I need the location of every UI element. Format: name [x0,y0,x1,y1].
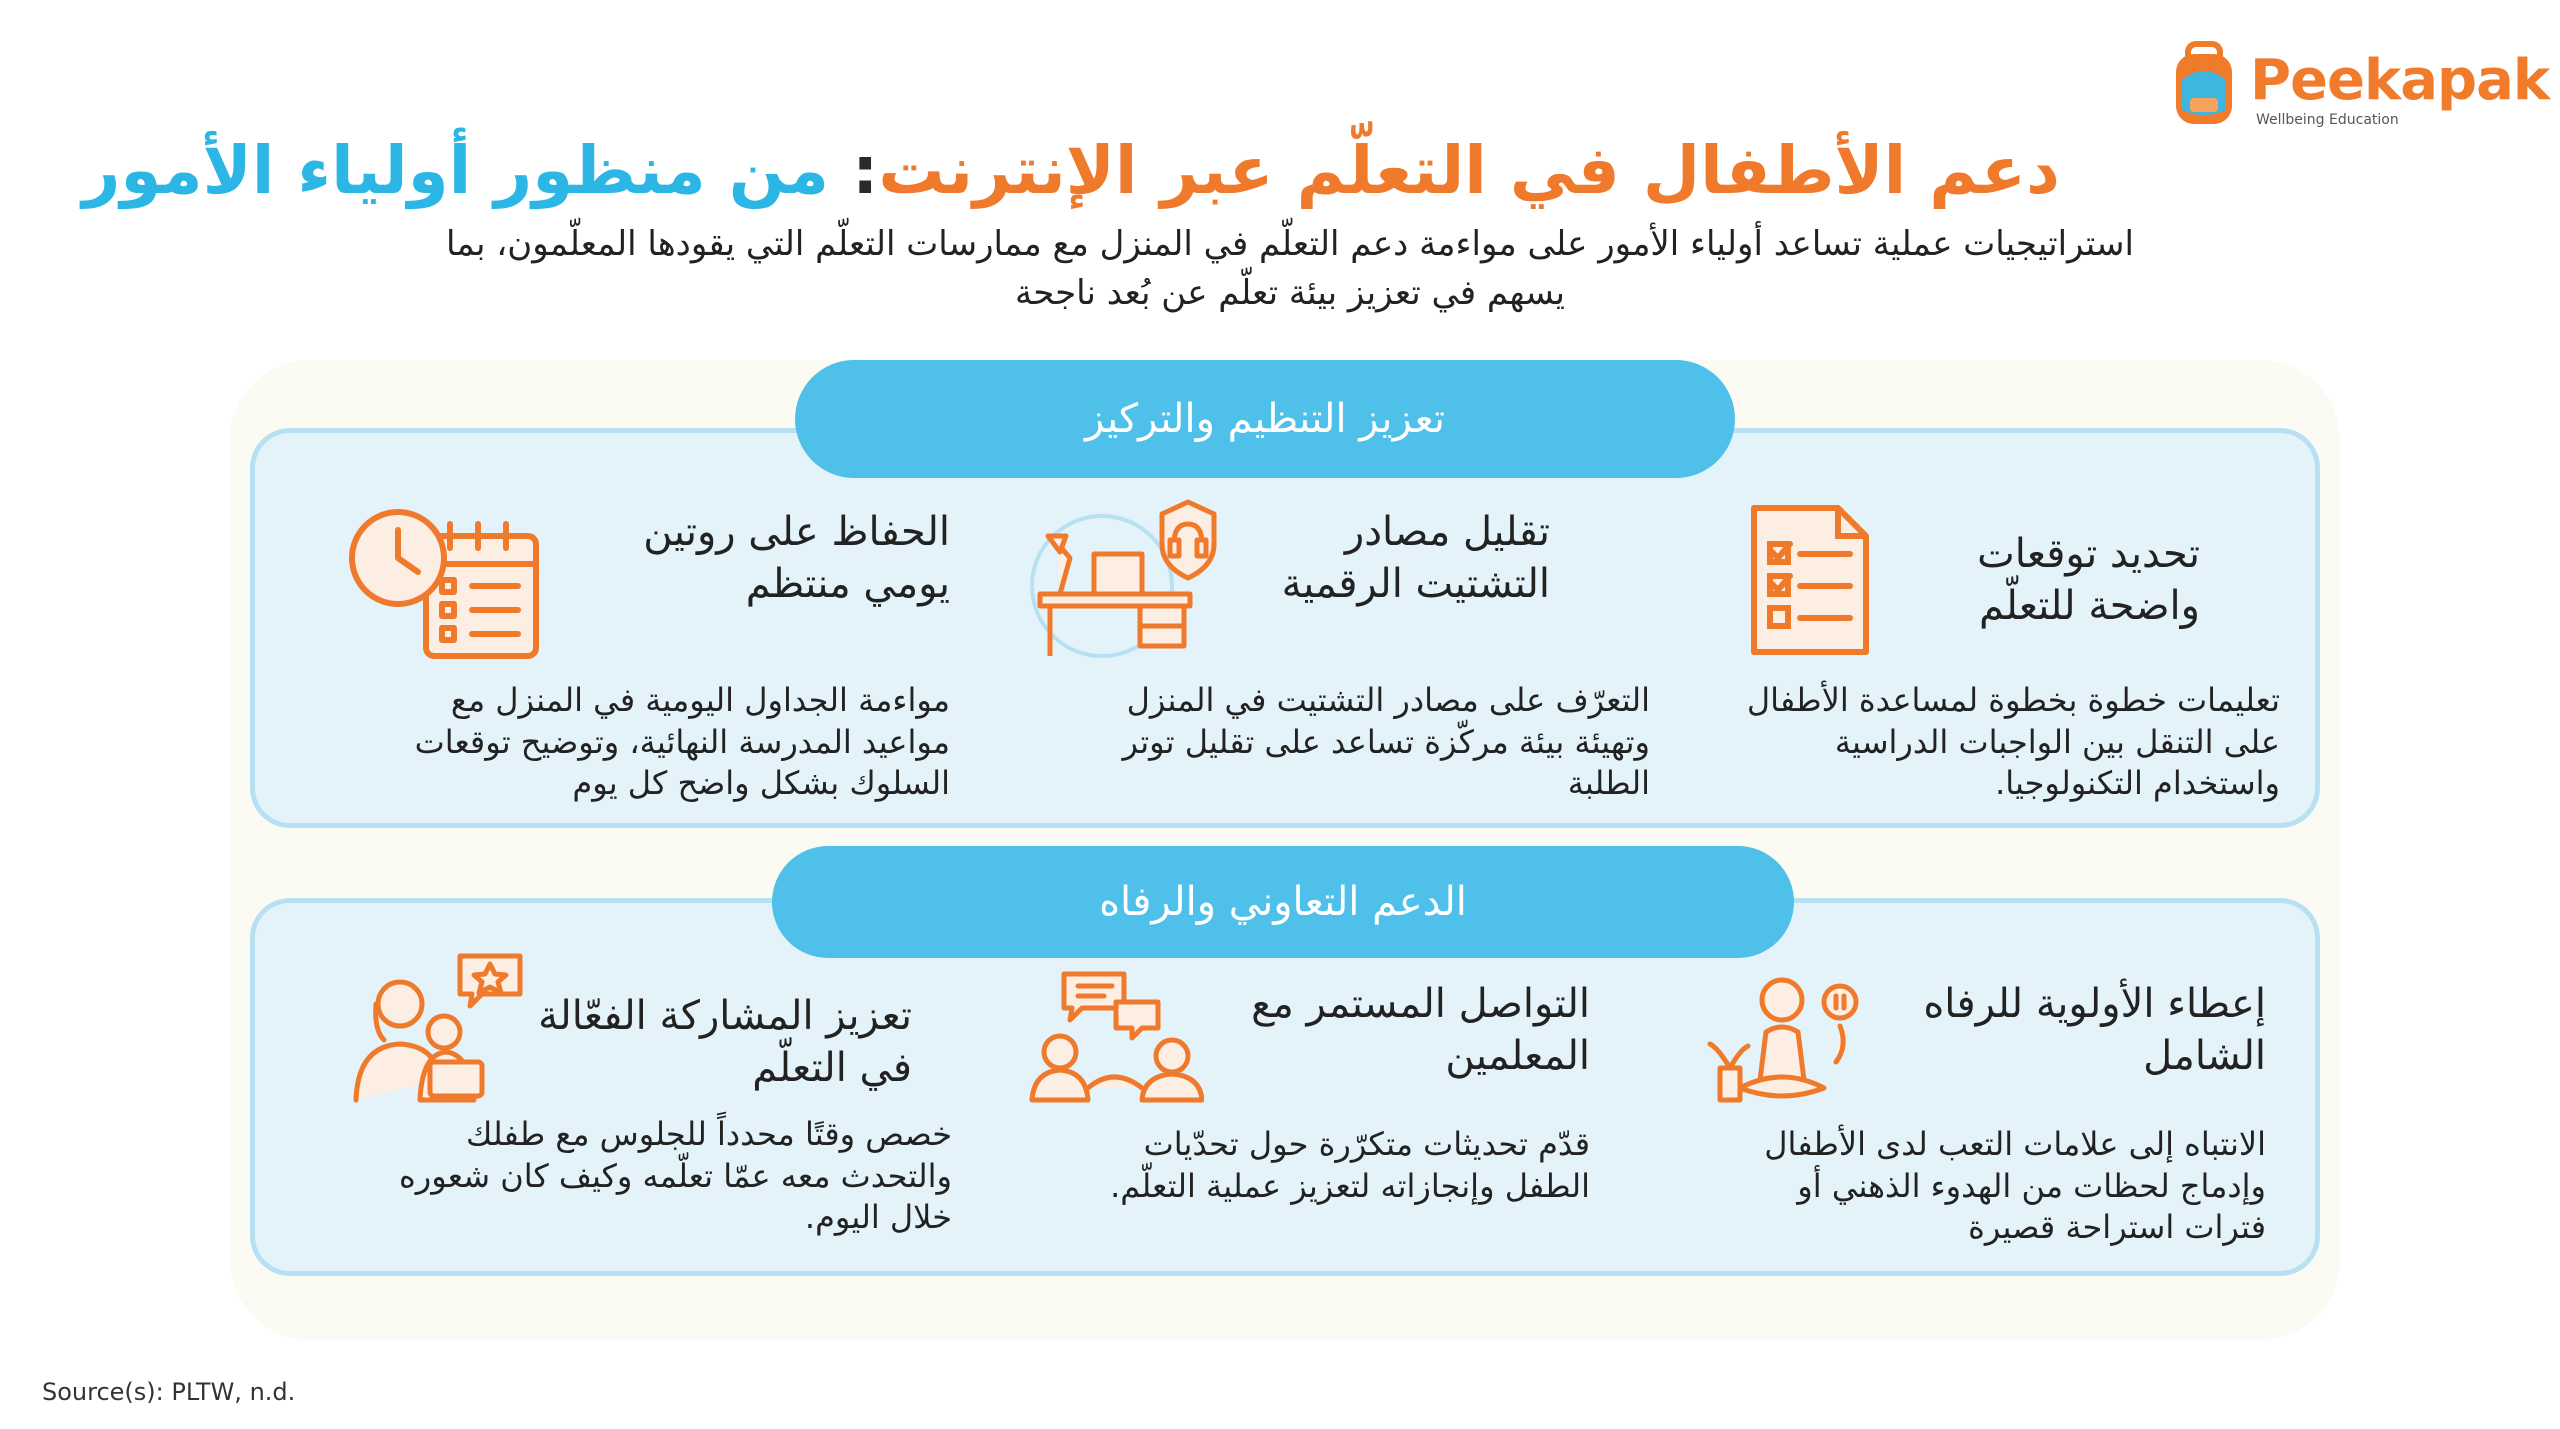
parent-child-icon [350,950,530,1106]
card-desc-line: الطفل وإنجازاته لتعزيز عملية التعلّم. [1110,1166,1590,1205]
card-desc-line: وإدماج لحظات من الهدوء الذهني أو [1797,1166,2266,1205]
card-desc-line: السلوك بشكل واضح كل يوم [572,764,950,803]
card-desc-line: تعليمات خطوة بخطوة لمساعدة الأطفال [1746,681,2280,719]
card-desc-engagement [370,1114,952,1239]
title-sub: من منظور أولياء الأمور [82,132,829,209]
focused-desk-icon [1030,496,1230,664]
card-title-line: إعطاء الأولوية للرفاه [1923,981,2266,1027]
page-subtitle [420,220,2160,319]
card-desc-line: الانتباه إلى علامات التعب لدى الأطفال [1764,1125,2266,1163]
title-separator: : [851,132,879,209]
title-main: دعم الأطفال في التعلّم عبر الإنترنت [878,132,2060,209]
card-desc-line: التعرّف على مصادر التشتيت في المنزل [1126,681,1650,719]
card-title-line: التواصل المستمر مع [1251,981,1590,1027]
brand-name: Peekapak [2250,48,2550,113]
card-desc-line: واستخدام التكنولوجيا. [1995,764,2280,803]
section-label-wellbeing: الدعم التعاوني والرفاه [772,846,1794,958]
card-desc-line: خصص وقتًا محدداً للجلوس مع طفلك [465,1115,952,1153]
section-label-organization: تعزيز التنظيم والتركيز [795,360,1735,478]
card-title-line: واضحة للتعلّم [1978,583,2200,629]
card-desc-line: وتهيئة بيئة مركّزة تساعد على تقليل توتر [1122,722,1650,761]
card-title-line: تعزيز المشاركة الفعّالة [538,993,912,1039]
card-title-line: تقليل مصادر [1344,509,1550,555]
card-desc-line: الطلبة [1567,764,1650,803]
card-title-distractions [1220,506,1550,610]
card-title-teachers [1200,978,1590,1082]
brand-tagline: Wellbeing Education [2256,112,2399,128]
card-title-line: في التعلّم [752,1045,912,1091]
card-title-line: الحفاظ على روتين [643,509,950,555]
card-title-line: الشامل [2143,1033,2266,1079]
card-title-routine [570,506,950,610]
clock-calendar-icon [346,506,546,662]
card-title-line: المعلمين [1445,1033,1590,1079]
peekapak-logo [2168,30,2550,130]
card-desc-line: فترات استراحة قصيرة [1968,1208,2266,1247]
card-desc-routine [360,680,950,805]
meditation-icon [1700,970,1870,1110]
card-desc-line: والتحدث معه عمّا تعلّمه وكيف كان شعوره [399,1156,952,1195]
card-title-line: تحديد توقعات [1977,531,2200,577]
card-title-engagement [520,990,912,1094]
card-title-line: يومي منتظم [745,561,950,607]
card-title-wellbeing [1840,978,2266,1082]
conversation-icon [1024,968,1204,1108]
source-citation: Source(s): PLTW, n.d. [42,1378,296,1406]
subtitle-line-1: استراتيجيات عملية تساعد أولياء الأمور على مواءمة دعم التعلّم في المنزل مع ممارسات التعلّم التي يقودها المعلّمون، بما [446,224,2134,264]
card-desc-teachers [1060,1124,1590,1207]
checklist-icon [1746,500,1874,660]
card-title-line: التشتيت الرقمية [1281,561,1550,607]
subtitle-line-2: يسهم في تعزيز بيئة تعلّم عن بُعد ناجحة [1014,273,1566,314]
page-title [82,128,2060,214]
card-desc-line: خلال اليوم. [804,1198,952,1237]
card-desc-line: قدّم تحديثات متكرّرة حول تحدّيات [1143,1125,1590,1163]
card-desc-expectations [1690,680,2280,805]
backpack-logo-icon [2168,40,2240,130]
card-desc-wellbeing [1690,1124,2266,1249]
card-desc-line: على التنقل بين الواجبات الدراسية [1834,722,2280,761]
card-desc-line: مواءمة الجداول اليومية في المنزل مع [450,681,950,719]
card-desc-distractions [1050,680,1650,805]
card-desc-line: مواعيد المدرسة النهائية، وتوضيح توقعات [414,722,950,761]
